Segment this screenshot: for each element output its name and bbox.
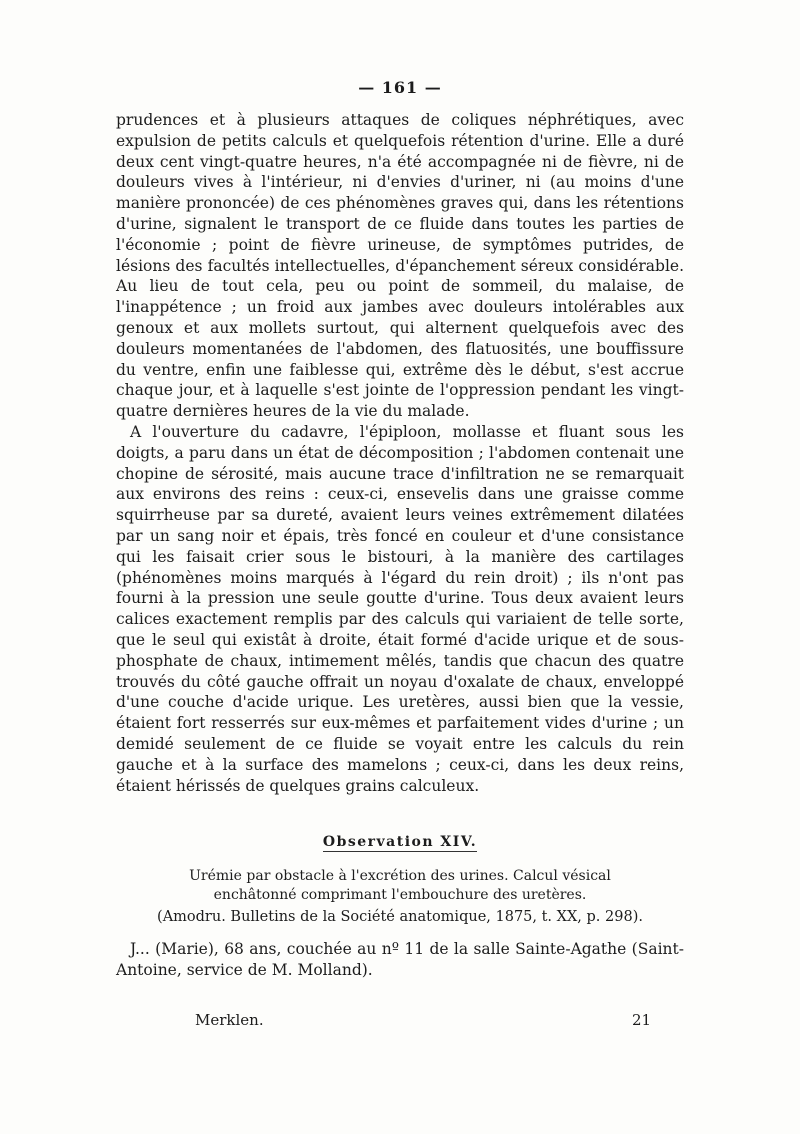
observation-heading	[116, 834, 684, 850]
paragraph-autopsy: A l'ouverture du cadavre, l'épiploon, mollasse et fluant sous les doigts, a paru dans un état de décomposition ; l'abdomen contenait une chopine de sérosité, mais aucune trace d'infiltration ne se remarquait aux environs des reins : ceux-ci, ensevelis dans une graisse comme squirrheuse par sa dureté, avaient leurs veines extrêmement dilatées par un sang noir et épais, très foncé en couleur et d'une consistance qui les faisait crier sous le bistouri, à la manière des cartilages (phénomènes moins marqués à l'égard du rein droit) ; ils n'ont pas fourni à la pression une seule goutte d'urine. Tous deux avaient leurs calices exactement remplis par des calculs qui variaient de telle sorte, que le seul qui existât à droite, était formé d'acide urique et de sous-phosphate de chaux, intimement mêlés, tandis que chacun des quatre trouvés du côté gauche offrait un noyau d'oxalate de chaux, enveloppé d'une couche d'acide urique. Les uretères, aussi bien que la vessie, étaient fort resserrés sur eux-mêmes et parfaitement vides d'urine ; un demidé seulement de ce fluide se voyait entre les calculs du rein gauche et à la surface des mamelons ; ceux-ci, dans les deux reins, étaient hérissés de quelques grains calculeux.	[116, 422, 684, 795]
paragraph-continuation: prudences et à plusieurs attaques de coliques néphrétiques, avec expulsion de petits calculs et quelquefois rétention d'urine. Elle a duré deux cent vingt-quatre heures, n'a été accompagnée ni de fièvre, ni de douleurs vives à l'intérieur, ni d'envies d'uriner, ni (au moins d'une manière prononcée) de ces phénomènes graves qui, dans les rétentions d'urine, signalent le transport de ce fluide dans toutes les parties de l'économie ; point de fièvre urineuse, de symptômes putrides, de lésions des facultés intellectuelles, d'épanchement séreux considérable. Au lieu de tout cela, peu ou point de sommeil, du malaise, de l'inappétence ; un froid aux jambes avec douleurs intolérables aux genoux et aux mollets surtout, qui alternent quelquefois avec des douleurs momentanées de l'abdomen, des flatuosités, une bouffissure du ventre, enfin une faiblesse qui, extrême dès le début, s'est accrue chaque jour, et à laquelle s'est jointe de l'oppression pendant les vingt-quatre dernières heures de la vie du malade.	[116, 111, 684, 421]
footer-author: Merklen.	[195, 1011, 264, 1029]
citation: (Amodru. Bulletins de la Société anatomique, 1875, t. XX, p. 298).	[157, 909, 643, 925]
footer-sheet-number: 21	[632, 1011, 652, 1029]
page-number: — 161 —	[358, 78, 442, 97]
main-text	[116, 110, 684, 796]
observation-subtitle: Urémie par obstacle à l'excrétion des urines. Calcul vésical enchâtonné comprimant l'embouchure des uretères.	[189, 868, 611, 903]
observation-heading-text: Observation XIV.	[322, 834, 478, 850]
case-text: J... (Marie), 68 ans, couchée au nº 11 de la salle Sainte-Agathe (Saint-Antoine, service de M. Molland).	[116, 940, 684, 979]
